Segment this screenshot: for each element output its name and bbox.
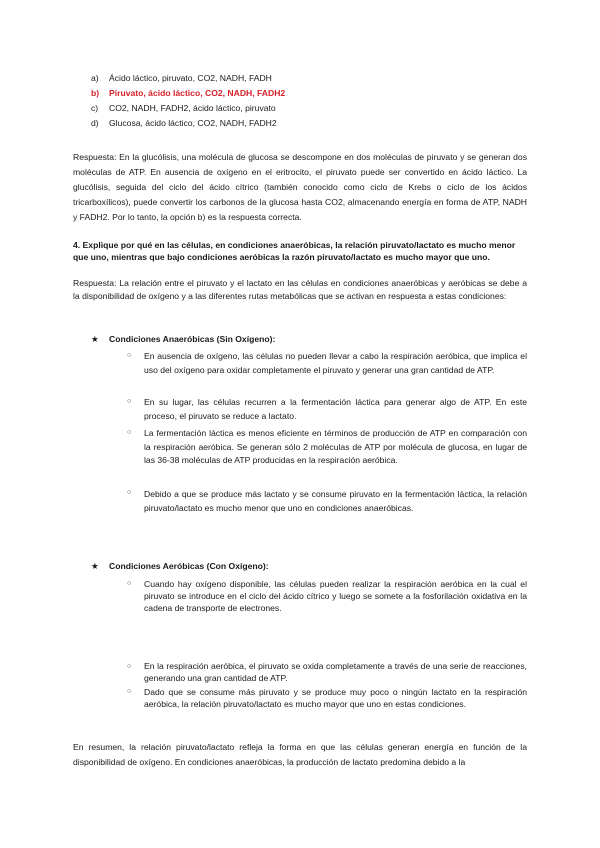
option-a (91, 73, 272, 84)
bullet-text: En ausencia de oxígeno, las células no pueden llevar a cabo la respiración aeróbica, que implica el uso del oxígeno para oxidar completamente el piruvato y generar una gran cantidad de ATP. (144, 351, 527, 375)
bullet-text: Cuando hay oxígeno disponible, las células pueden realizar la respiración aeróbica en la cual el piruvato se introduce en el ciclo del ácido cítrico y luego se somete a la fosforilación oxidativa en la cadena de transporte de electrones. (144, 579, 527, 613)
option-c (91, 103, 276, 114)
option-letter: a) (91, 73, 99, 83)
circle-bullet-icon: ○ (127, 398, 132, 405)
option-text: CO2, NADH, FADH2, ácido láctico, piruvato (109, 103, 276, 113)
bullet-text: En su lugar, las células recurren a la fermentación láctica para generar algo de ATP. En este proceso, el piruvato se reduce a lactato. (144, 397, 527, 421)
circle-bullet-icon: ○ (127, 663, 132, 670)
answer-4-intro: Respuesta: La relación entre el piruvato y el lactato en las células en condiciones anaeróbicas y aeróbicas se debe a la disponibilidad de oxígeno y a las diferentes rutas metabólicas que se activan en respuesta a estas condiciones: (73, 278, 527, 301)
aerobic-section-title (91, 560, 269, 572)
option-letter: d) (91, 118, 99, 128)
option-letter: b) (91, 88, 100, 98)
bullet-text: Dado que se consume más piruvato y se produce muy poco o ningún lactato en la respiración aeróbica, la relación piruvato/lactato es mucho mayor que uno en estas condiciones. (144, 687, 527, 709)
bullet-text: La fermentación láctica es menos eficiente en términos de producción de ATP en comparación con la respiración aeróbica. Se generan sólo 2 moléculas de ATP por molécula de glucosa, en lugar de las 36-38 moléculas de ATP producidas en la respiración aeróbica. (144, 428, 527, 465)
option-text: Piruvato, ácido láctico, CO2, NADH, FADH2 (109, 88, 286, 98)
section-title-text: Condiciones Anaeróbicas (Sin Oxígeno): (109, 334, 276, 344)
circle-bullet-icon: ○ (127, 580, 132, 587)
section-title-text: Condiciones Aeróbicas (Con Oxígeno): (109, 561, 269, 571)
option-letter: c) (91, 103, 99, 113)
star-bullet-icon: ★ (91, 334, 99, 344)
summary-paragraph: En resumen, la relación piruvato/lactato refleja la forma en que las células generan energía en función de la disponibilidad de oxígeno. En condiciones anaeróbicas, la producción de lactato predomina debido a la (73, 742, 527, 767)
circle-bullet-icon: ○ (127, 489, 132, 496)
option-d (91, 118, 277, 129)
option-b-selected (91, 88, 285, 99)
circle-bullet-icon: ○ (127, 688, 132, 695)
star-bullet-icon: ★ (91, 561, 99, 571)
anaerobic-section-title (91, 333, 275, 345)
bullet-text: En la respiración aeróbica, el piruvato se oxida completamente a través de una serie de reacciones, generando una gran cantidad de ATP. (144, 661, 527, 683)
circle-bullet-icon: ○ (127, 429, 132, 436)
answer-3-paragraph: Respuesta: En la glucólisis, una molécula de glucosa se descompone en dos moléculas de piruvato y se generan dos moléculas de ATP. En ausencia de oxígeno en el eritrocito, el piruvato puede ser convertido en ácido láctico. La glucólisis, seguida del ciclo del ácido cítrico (también conocido como ciclo de Krebs o ciclo de los ácidos tricarboxílicos), puede convertir los carbonos de la glucosa hasta CO2, almacenando energía en forma de ATP, NADH y FADH2. Por lo tanto, la opción b) es la respuesta correcta. (73, 152, 527, 222)
circle-bullet-icon: ○ (127, 352, 132, 359)
option-text: Glucosa, ácido láctico, CO2, NADH, FADH2 (109, 118, 277, 128)
bullet-text: Debido a que se produce más lactato y se consume piruvato en la fermentación láctica, la relación piruvato/lactato es mucho menor que uno en condiciones anaeróbicas. (144, 489, 527, 513)
option-text: Ácido láctico, piruvato, CO2, NADH, FADH (109, 73, 272, 83)
question-4-heading: 4. Explique por qué en las células, en condiciones anaeróbicas, la relación piruvato/lactato es mucho menor que uno, mientras que bajo condiciones aeróbicas la razón piruvato/lactato es mucho mayor que uno. (73, 240, 516, 262)
